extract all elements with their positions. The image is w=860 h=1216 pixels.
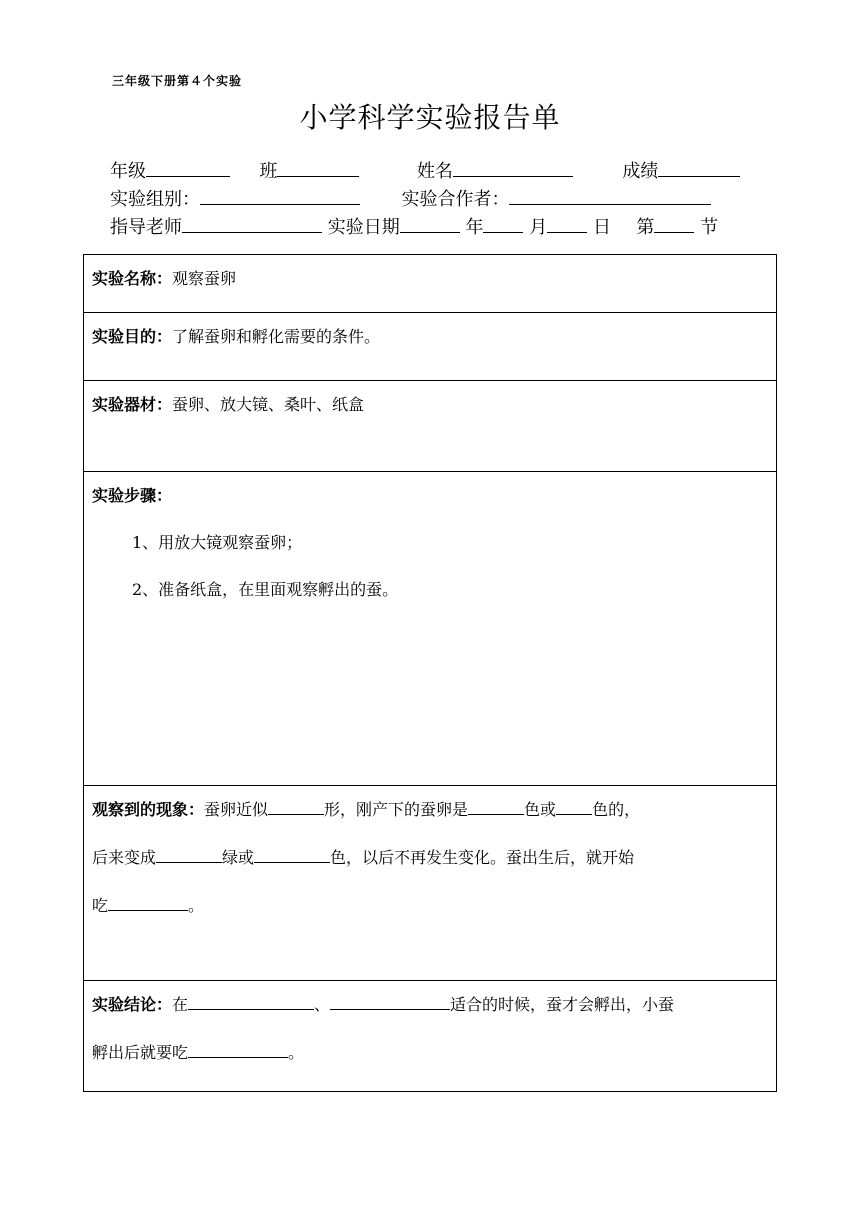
observation-text: 色或 [524,800,557,819]
steps-label: 实验步骤： [92,486,173,505]
shape-blank[interactable] [268,794,324,815]
cell-name [84,255,777,313]
color-blank-3[interactable] [156,842,222,863]
group-field[interactable] [200,186,360,205]
step-item: 2、准备纸盒，在里面观察孵出的蚕。 [132,580,399,599]
conclusion-text: 适合的时候，蚕才会孵出，小蚕 [450,995,675,1014]
grade-field[interactable] [146,158,230,177]
partner-field[interactable] [509,186,711,205]
info-line-2 [110,186,711,212]
cell-steps [84,472,777,786]
day-label: 日 [592,217,611,238]
info-line-1 [110,158,740,184]
name-field[interactable] [453,158,573,177]
observation-text: 绿或 [222,848,255,867]
observation-text: 吃 [92,896,109,915]
observation-text: 色，以后不再发生变化。蚕出生后，就开始 [330,848,635,867]
info-line-3 [110,214,718,240]
period-label: 节 [700,217,719,238]
materials-value: 蚕卵、放大镜、桑叶、纸盒 [172,395,365,414]
observation-text: 蚕卵近似 [204,800,269,819]
class-field[interactable] [277,158,359,177]
observation-text: 后来变成 [92,848,157,867]
purpose-label: 实验目的： [92,327,173,346]
materials-label: 实验器材： [92,395,173,414]
color-blank-4[interactable] [254,842,330,863]
conclusion-text: 在 [172,995,189,1014]
condition-blank-2[interactable] [330,989,450,1010]
class-label: 班 [259,161,278,182]
name-section-label: 实验名称： [92,269,173,288]
group-label: 实验组别： [110,189,200,210]
row-observation [84,786,777,981]
period-prefix: 第 [636,217,655,238]
page-title: 小学科学实验报告单 [299,101,561,134]
conclusion-text: 孵出后就要吃 [92,1043,189,1062]
conclusion-text: 、 [314,995,331,1014]
color-blank-1[interactable] [468,794,524,815]
cell-purpose [84,313,777,381]
conclusion-text: 。 [288,1043,305,1062]
observation-text: 色的， [592,800,641,819]
month-label: 月 [529,217,548,238]
purpose-value: 了解蚕卵和孵化需要的条件。 [172,327,381,346]
partner-label: 实验合作者： [401,189,510,210]
score-field[interactable] [658,158,740,177]
day-field[interactable] [547,214,587,233]
name-label: 姓名 [416,161,453,182]
grade-note: 三年级下册第４个实验 [112,74,243,88]
food-answer-blank[interactable] [188,1037,288,1058]
row-name [84,255,777,313]
row-materials [84,381,777,472]
observation-label: 观察到的现象： [92,800,205,819]
step-item: 1、用放大镜观察蚕卵； [132,533,303,552]
condition-blank-1[interactable] [188,989,314,1010]
cell-observation [84,786,777,981]
year-field[interactable] [400,214,460,233]
grade-label: 年级 [110,161,146,182]
score-label: 成绩 [622,161,659,182]
year-label: 年 [465,217,484,238]
row-conclusion [84,981,777,1092]
date-label: 实验日期 [327,217,400,238]
observation-text: 。 [188,896,205,915]
conclusion-label: 实验结论： [92,995,173,1014]
name-section-value: 观察蚕卵 [172,269,237,288]
report-table [83,254,777,1092]
month-field[interactable] [483,214,523,233]
food-blank[interactable] [108,890,188,911]
row-purpose [84,313,777,381]
cell-conclusion [84,981,777,1092]
period-field[interactable] [654,214,694,233]
color-blank-2[interactable] [556,794,592,815]
row-steps [84,472,777,786]
teacher-field[interactable] [182,214,322,233]
cell-materials [84,381,777,472]
teacher-label: 指导老师 [110,217,182,238]
observation-text: 形，刚产下的蚕卵是 [324,800,469,819]
